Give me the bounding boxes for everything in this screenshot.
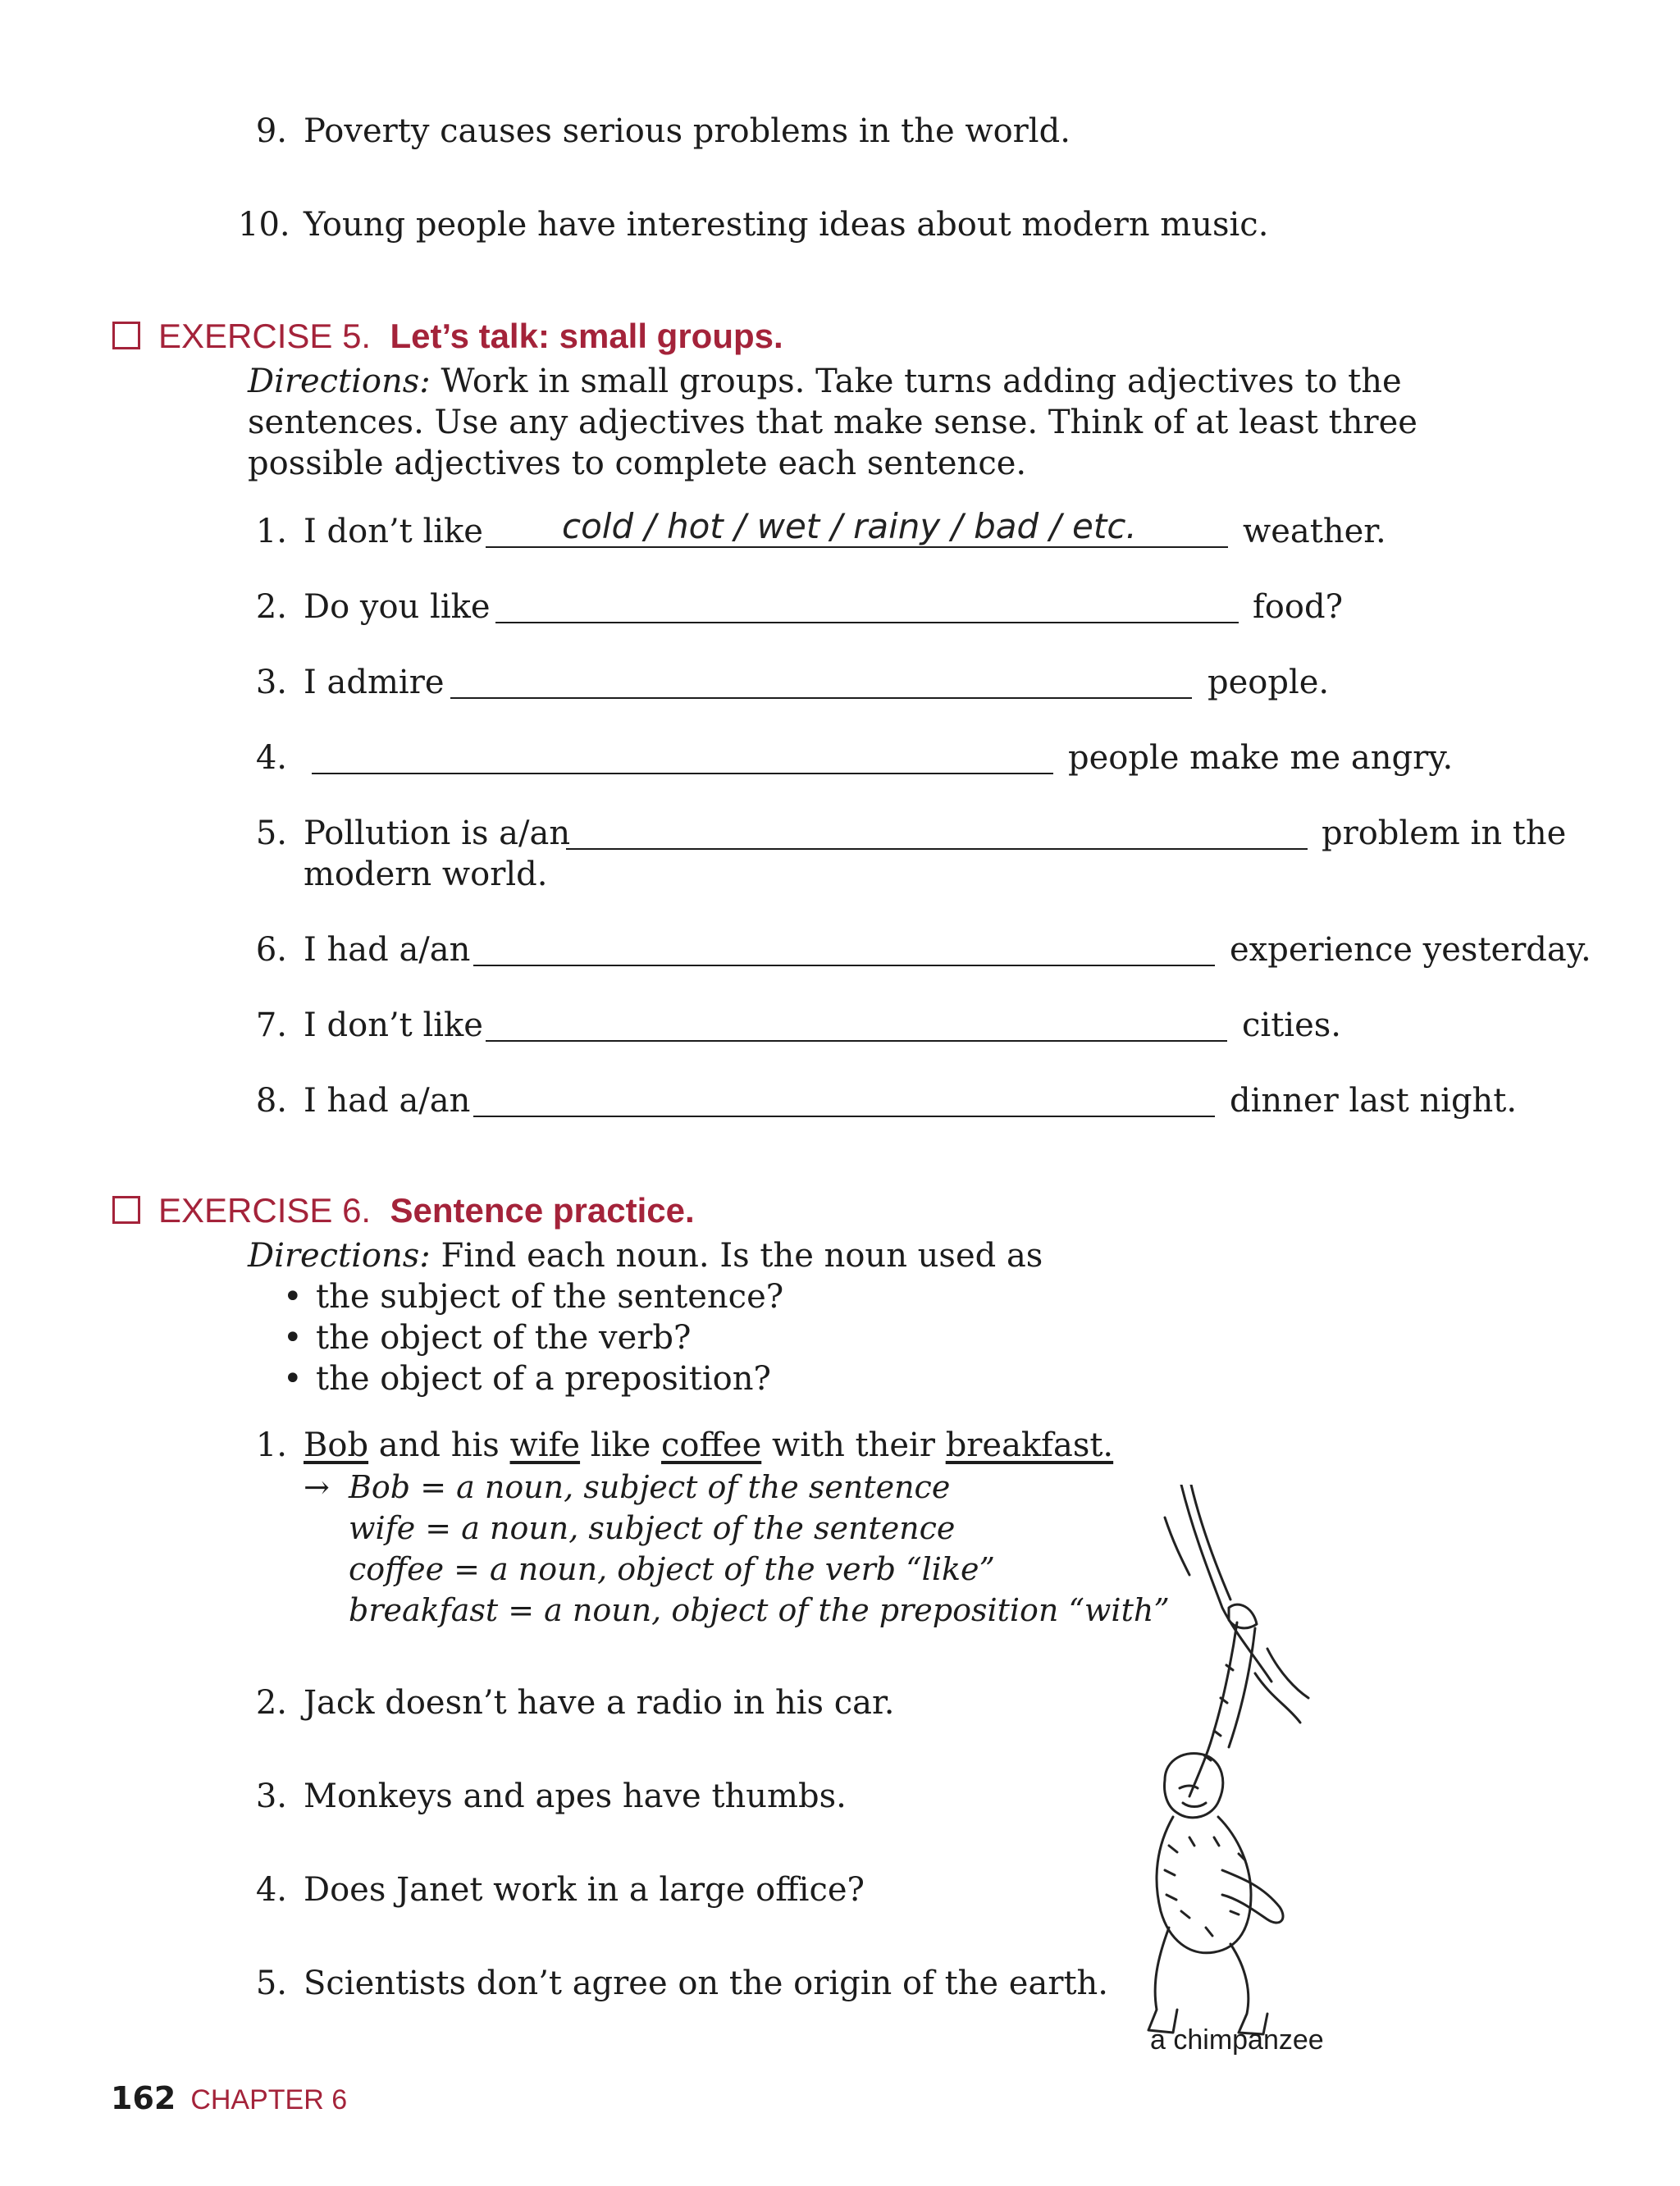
- exercise-item: [238, 1964, 1108, 2003]
- directions: [248, 1235, 1043, 1276]
- list-item: [238, 205, 1268, 244]
- item-text-after: people make me angry.: [1068, 739, 1454, 777]
- answer-blank[interactable]: [486, 546, 1228, 548]
- item-text: Young people have interesting ideas about modern music.: [304, 206, 1269, 244]
- item-text: Jack doesn’t have a radio in his car.: [304, 1684, 895, 1722]
- item-number: 6.: [255, 931, 287, 969]
- exercise-item: [238, 930, 470, 970]
- item-text: Poverty causes serious problems in the world.: [304, 112, 1071, 150]
- answer-blank[interactable]: [473, 965, 1215, 966]
- item-text-after: cities.: [1242, 1006, 1341, 1044]
- item-number: 2.: [255, 1684, 287, 1722]
- page-footer: [111, 2080, 347, 2116]
- item-number: 5.: [255, 1965, 287, 2002]
- exercise-item: [238, 512, 483, 551]
- sentence-text: with their: [761, 1426, 946, 1464]
- item-number: 8.: [255, 1082, 287, 1120]
- answer-blank[interactable]: [450, 697, 1192, 699]
- noun-underlined: coffee: [661, 1426, 762, 1464]
- exercise-label: EXERCISE 5.: [158, 317, 372, 355]
- item-number: 4.: [255, 1871, 287, 1909]
- exercise-item: [238, 1006, 483, 1045]
- item-text: I had a/an: [304, 1082, 471, 1120]
- item-text: I had a/an: [304, 931, 471, 969]
- answer-blank[interactable]: [495, 622, 1239, 623]
- item-text: Scientists don’t agree on the origin of the earth.: [304, 1965, 1108, 2002]
- chapter-label: CHAPTER 6: [190, 2084, 348, 2115]
- example-answer: breakfast = a noun, object of the preposition “with”: [349, 1592, 1170, 1628]
- exercise-6-heading: [112, 1189, 695, 1232]
- answer-blank[interactable]: [486, 1040, 1227, 1042]
- item-text-after: people.: [1208, 664, 1330, 701]
- item-text: I don’t like: [304, 513, 483, 550]
- answer-blank[interactable]: [312, 773, 1053, 774]
- directions-label: Directions:: [248, 363, 431, 400]
- example-sentence: [238, 1426, 1113, 1465]
- directions-text: Find each noun. Is the noun used as: [441, 1237, 1043, 1275]
- exercise-item: [238, 1777, 847, 1816]
- sentence-text: and his: [368, 1426, 510, 1464]
- chimpanzee-illustration: [1132, 1485, 1362, 2042]
- exercise-title: Let’s talk: small groups.: [390, 317, 783, 355]
- item-text-after: dinner last night.: [1230, 1082, 1518, 1120]
- example-answer: Bob = a noun, subject of the sentence: [349, 1469, 951, 1505]
- exercise-title: Sentence practice.: [390, 1191, 695, 1230]
- exercise-item: [238, 663, 444, 702]
- noun-underlined: wife: [509, 1426, 581, 1464]
- item-text: I admire: [304, 664, 445, 701]
- item-number: 10.: [238, 206, 290, 244]
- item-number: 5.: [255, 815, 287, 852]
- arrow-icon: →: [304, 1469, 330, 1505]
- item-number: 9.: [255, 112, 287, 150]
- item-number: 3.: [255, 664, 287, 701]
- exercise-item: [238, 814, 570, 853]
- example-answer: wife = a noun, subject of the sentence: [349, 1510, 956, 1546]
- item-text-after: food?: [1253, 588, 1344, 626]
- exercise-item: [238, 738, 304, 778]
- item-text-after: experience yesterday.: [1230, 931, 1591, 969]
- bullet-item: • the object of a preposition?: [283, 1358, 771, 1399]
- directions: [248, 361, 1536, 484]
- list-item: [238, 112, 1071, 151]
- item-number: 4.: [255, 739, 287, 777]
- bullet-item: • the object of the verb?: [283, 1317, 691, 1358]
- exercise-5-heading: [112, 315, 783, 358]
- item-text-after: problem in the: [1322, 815, 1567, 852]
- handwritten-answer: cold / hot / wet / rainy / bad / etc.: [562, 506, 1137, 546]
- directions-label: Directions:: [248, 1237, 431, 1275]
- item-number: 1.: [255, 513, 287, 550]
- item-text-continued: modern world.: [304, 856, 548, 893]
- illustration-caption: a chimpanzee: [1150, 2024, 1324, 2056]
- exercise-item: [238, 1081, 470, 1120]
- item-number: 3.: [255, 1778, 287, 1815]
- item-number: 2.: [255, 588, 287, 626]
- exercise-label: EXERCISE 6.: [158, 1191, 372, 1230]
- item-text: Pollution is a/an: [304, 815, 571, 852]
- directions-text: Work in small groups. Take turns adding adjectives to the sentences. Use any adjectives that make sense. Think of at least three possible adjectives to complete each sentence.: [248, 363, 1418, 482]
- exercise-item: [238, 1870, 865, 1910]
- page-number: 162: [111, 2080, 176, 2116]
- item-text: Does Janet work in a large office?: [304, 1871, 865, 1909]
- item-text: Do you like: [304, 588, 491, 626]
- bullet-item: • the subject of the sentence?: [283, 1276, 783, 1317]
- noun-underlined: breakfast.: [945, 1426, 1114, 1464]
- exercise-item: [238, 1683, 894, 1723]
- exercise-item: [238, 587, 491, 627]
- checkbox-icon: [112, 322, 140, 349]
- item-text: Monkeys and apes have thumbs.: [304, 1778, 847, 1815]
- item-number: 7.: [255, 1006, 287, 1044]
- example-answer: coffee = a noun, object of the verb “like”: [349, 1551, 995, 1587]
- answer-blank[interactable]: [473, 1116, 1215, 1117]
- item-text: I don’t like: [304, 1006, 483, 1044]
- answer-blank[interactable]: [566, 848, 1308, 850]
- item-number: 1.: [255, 1426, 287, 1464]
- noun-underlined: Bob: [304, 1426, 369, 1464]
- checkbox-icon: [112, 1196, 140, 1224]
- sentence-text: like: [580, 1426, 661, 1464]
- item-text-after: weather.: [1243, 513, 1386, 550]
